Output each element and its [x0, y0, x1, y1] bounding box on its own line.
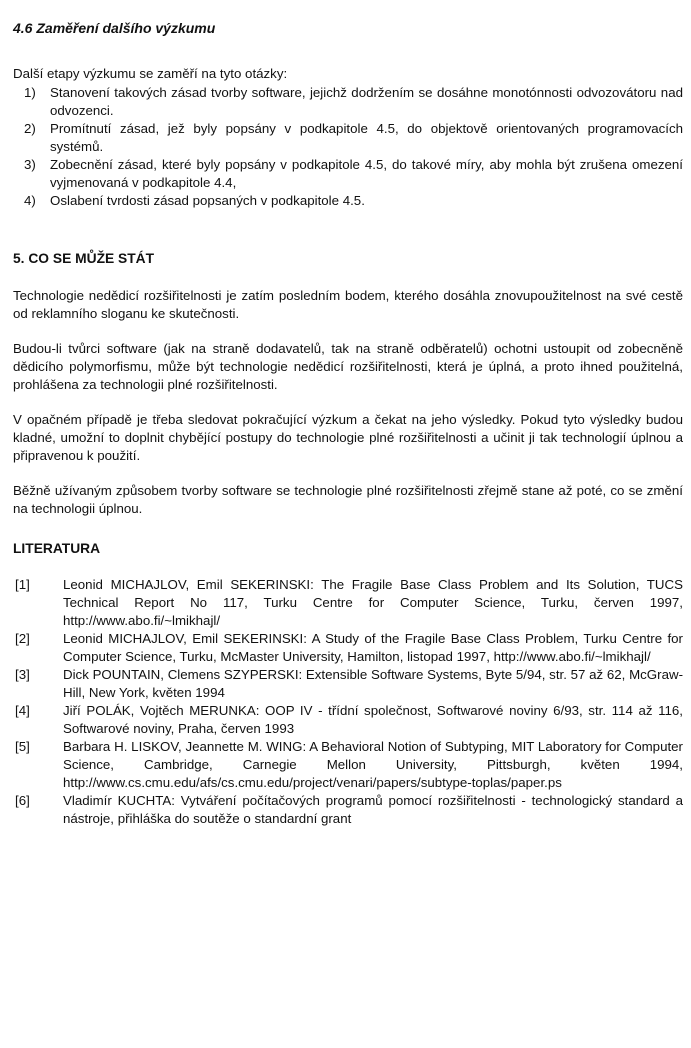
list-item-number: 1) — [24, 85, 36, 100]
reference-number: [3] — [15, 667, 30, 682]
body-paragraph: V opačném případě je třeba sledovat pokračující výzkum a čekat na jeho výsledky. Pokud tyto výsledky budou kladné, umožní to doplnit chybějící postupy do technologie plné rozšiřitelnosti a učinit ji tak technologií úplnou a připravenou k použití. — [13, 412, 683, 463]
reference-number: [5] — [15, 739, 30, 754]
reference-item — [13, 576, 683, 630]
list-item-text: Oslabení tvrdosti zásad popsaných v podkapitole 4.5. — [50, 193, 365, 208]
reference-item — [13, 792, 683, 828]
list-item-number: 4) — [24, 193, 36, 208]
list-item — [13, 120, 683, 156]
reference-item — [13, 738, 683, 792]
list-item-text: Zobecnění zásad, které byly popsány v podkapitole 4.5, do takové míry, aby mohla být zrušena omezení vyjmenovaná v podkapitole 4.4, — [50, 157, 683, 190]
list-item — [13, 156, 683, 192]
list-item-number: 3) — [24, 157, 36, 172]
reference-text: Leonid MICHAJLOV, Emil SEKERINSKI: The Fragile Base Class Problem and Its Solution, TUCS Technical Report No 117, Turku Centre for Computer Science, Turku, červen 1997, http://www.abo.fi/~lmikhajl/ — [63, 577, 683, 628]
section-4-6-intro: Další etapy výzkumu se zaměří na tyto otázky: — [13, 66, 288, 81]
list-item-text: Promítnutí zásad, jež byly popsány v podkapitole 4.5, do objektově orientovaných programovacích systémů. — [50, 121, 683, 154]
reference-number: [2] — [15, 631, 30, 646]
body-paragraph: Technologie nedědicí rozšiřitelnosti je zatím posledním bodem, kterého dosáhla znovupoužitelnost na své cestě od reklamního sloganu ke skutečnosti. — [13, 288, 683, 321]
body-paragraph: Běžně užívaným způsobem tvorby software se technologie plné rozšiřitelnosti zřejmě stane až poté, co se změní na technologii úplnou. — [13, 483, 683, 516]
section-4-6-heading: 4.6 Zaměření dalšího výzkumu — [13, 20, 216, 36]
research-steps-list — [13, 84, 683, 210]
literature-heading: LITERATURA — [13, 541, 101, 556]
reference-text: Vladimír KUCHTA: Vytváření počítačových programů pomocí rozšiřitelnosti - technologický standard a nástroje, přihláška do soutěže o standardní grant — [63, 793, 683, 826]
reference-item — [13, 702, 683, 738]
reference-text: Leonid MICHAJLOV, Emil SEKERINSKI: A Study of the Fragile Base Class Problem, Turku Centre for Computer Science, Turku, McMaster University, Hamilton, listopad 1997, http://www.abo.fi/~lmikhajl/ — [63, 631, 683, 664]
reference-list — [13, 576, 683, 828]
reference-text: Jiří POLÁK, Vojtěch MERUNKA: OOP IV - třídní společnost, Softwarové noviny 6/93, str. 114 až 116, Softwarové noviny, Praha, červen 1993 — [63, 703, 683, 736]
body-paragraph: Budou-li tvůrci software (jak na straně dodavatelů, tak na straně odběratelů) ochotni ustoupit od zobecněně dědicího polymorfismu, může být technologie nedědicí rozšiřitelnosti, která je úplná, a proto ihned použitelná, prohlášena za technologii plné rozšiřitelnosti. — [13, 341, 683, 392]
section-5-heading: 5. CO SE MŮŽE STÁT — [13, 251, 155, 266]
list-item-text: Stanovení takových zásad tvorby software, jejichž dodržením se dosáhne monotónnosti odvozovátoru nad odvozenci. — [50, 85, 683, 118]
reference-number: [1] — [15, 577, 30, 592]
reference-item — [13, 630, 683, 666]
reference-text: Barbara H. LISKOV, Jeannette M. WING: A Behavioral Notion of Subtyping, MIT Laboratory for Computer Science, Cambridge, Carnegie Mellon University, Pittsburgh, květen 1994, http://www.cs.cmu.edu/afs/cs.cmu.edu/project/venari/papers/subtype-toplas/paper.ps — [63, 739, 683, 790]
list-item-number: 2) — [24, 121, 36, 136]
reference-item — [13, 666, 683, 702]
reference-text: Dick POUNTAIN, Clemens SZYPERSKI: Extensible Software Systems, Byte 5/94, str. 57 až 62, McGraw-Hill, New York, květen 1994 — [63, 667, 683, 700]
reference-number: [4] — [15, 703, 30, 718]
document-page — [13, 20, 683, 828]
reference-number: [6] — [15, 793, 30, 808]
list-item — [13, 192, 683, 210]
list-item — [13, 84, 683, 120]
